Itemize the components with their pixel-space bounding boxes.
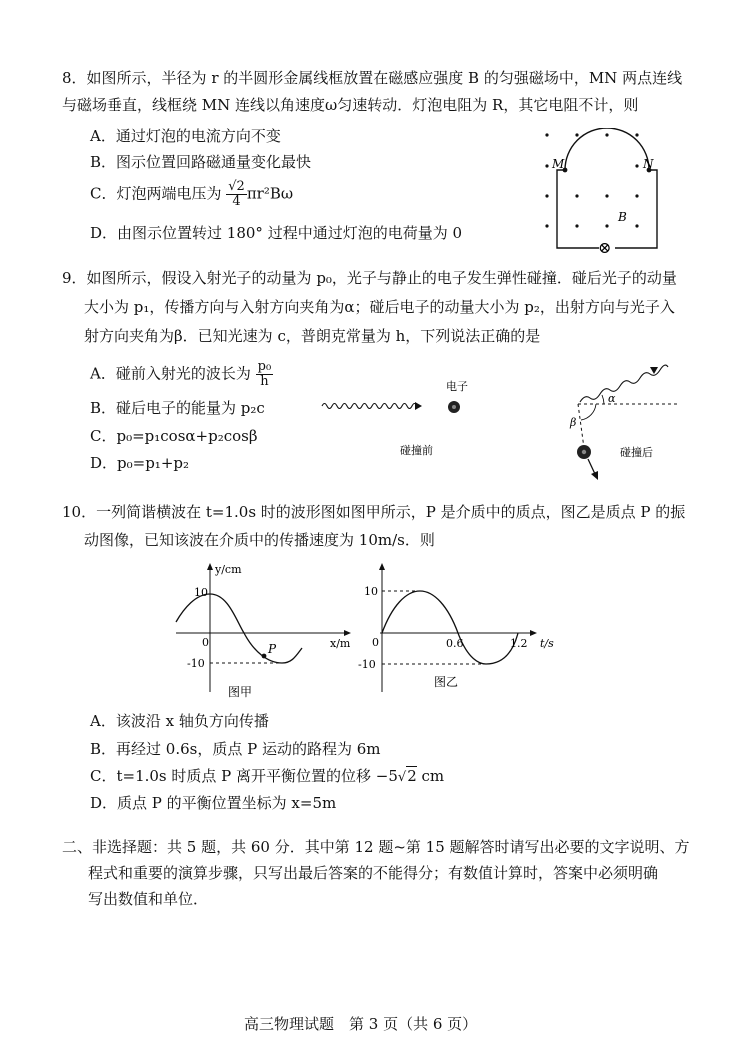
q10-option-b: B．再经过 0.6s，质点 P 运动的路程为 6m: [90, 740, 381, 758]
q10-option-c-suffix: cm: [416, 767, 445, 785]
q9-alpha-arc: [602, 395, 604, 404]
q8-option-b: B．图示位置回路磁通量变化最快: [90, 153, 312, 171]
q9-option-a-fraction: [256, 360, 274, 389]
q9-before-label: 碰撞前: [400, 444, 433, 457]
q8-option-c-frac-den: 4: [232, 194, 241, 209]
section2-line3: 写出数值和单位．: [88, 890, 209, 908]
q8-stem-line2: 与磁场垂直，线框绕 MN 连线以角速度ω匀速转动．灯泡电阻为 R，其它电阻不计，则: [62, 96, 639, 114]
q10-yi-wave-curve: [382, 591, 518, 664]
q9-option-a: [90, 360, 273, 389]
q10-option-a: A．该波沿 x 轴负方向传播: [90, 712, 269, 730]
q10-stem-line2: 动图像，已知该波在介质中的传播速度为 10m/s．则: [84, 531, 435, 549]
q9-after-label: 碰撞后: [620, 446, 653, 459]
q9-electron-label: 电子: [446, 380, 468, 393]
q9-option-a-frac-num: p₀: [257, 359, 272, 374]
q9-stem-line3: 射方向夹角为β．已知光速为 c，普朗克常量为 h，下列说法正确的是: [84, 327, 541, 345]
section2-line2: 程式和重要的演算步骤，只写出最后答案的不能得分；有数值计算时，答案中必须明确: [88, 864, 659, 882]
q9-option-c: C．p₀=p₁cosα+p₂cosβ: [90, 427, 258, 445]
q9-incident-photon-wave: [322, 404, 417, 409]
q10-jia-y-arrow-icon: [207, 563, 213, 570]
q8-lamp-icon: ⊗: [598, 238, 612, 257]
q10-jia-caption: 图甲: [228, 685, 253, 699]
q10-jia-tick-neg10: -10: [187, 657, 205, 670]
q10-option-c-sqrt: 2: [407, 767, 417, 785]
q9-electron-velocity-line: [588, 459, 595, 474]
q10-stem-text-1: 一列简谐横波在 t=1.0s 时的波形图如图甲所示，P 是介质中的质点，图乙是质点 P 的振: [96, 503, 686, 521]
q9-stem-text-1: 如图所示，假设入射光子的动量为 p₀，光子与静止的电子发生弹性碰撞．碰后光子的动量: [86, 269, 677, 287]
q10-yi-tick-12: 1.2: [510, 637, 528, 650]
q10-yi-tick-neg10: -10: [358, 658, 376, 671]
section2-line1: 二、非选择题：共 5 题，共 60 分．其中第 12 题~第 15 题解答时请写出必要的文字说明、方: [62, 838, 690, 856]
q9-beta-arc: [581, 404, 596, 420]
q10-jia-x-label: x/m: [330, 637, 351, 650]
q9-stem-line2: 大小为 p₁，传播方向与入射方向夹角为α；碰后电子的动量大小为 p₂，出射方向与光子入: [84, 298, 675, 316]
q10-jia-y-label: y/cm: [215, 563, 242, 576]
q8-label-m: M: [552, 157, 565, 171]
q10-yi-tick-06: 0.6: [446, 637, 464, 650]
q10-option-d: D．质点 P 的平衡位置坐标为 x=5m: [90, 794, 337, 812]
q8-number: 8．: [62, 69, 87, 87]
q10-yi-x-label: t/s: [540, 637, 554, 650]
q8-option-c-prefix: C．灯泡两端电压为: [90, 184, 222, 203]
q10-figure-yi: [350, 560, 565, 700]
q9-number: 9．: [62, 269, 87, 287]
q10-yi-origin: 0: [372, 636, 379, 649]
q9-option-b: B．碰后电子的能量为 p₂c: [90, 399, 265, 417]
q9-electron-path-line: [578, 404, 584, 448]
q10-stem-line1: [62, 502, 685, 522]
q8-option-c: [90, 180, 293, 209]
q8-stem-text-1: 如图所示，半径为 r 的半圆形金属线框放置在磁感应强度 B 的匀强磁场中，MN 两点连线: [86, 69, 683, 87]
q10-jia-point-label: P: [268, 642, 277, 656]
q8-option-a: A．通过灯泡的电流方向不变: [90, 127, 281, 145]
q8-option-c-frac-num: √2: [228, 179, 245, 194]
q10-option-c-prefix: C．t=1.0s 时质点 P 离开平衡位置的位移 −5: [90, 767, 398, 785]
q9-alpha-label: α: [608, 392, 616, 405]
q8-option-d: D．由图示位置转过 180° 过程中通过灯泡的电荷量为 0: [90, 224, 463, 242]
q9-scattered-arrow-icon: [650, 367, 658, 374]
q10-number: 10．: [62, 503, 97, 521]
q9-beta-label: β: [570, 416, 577, 429]
q10-figure-jia: [170, 560, 360, 700]
q8-option-c-suffix: πr²Bω: [246, 184, 294, 203]
q10-yi-y-arrow-icon: [379, 563, 385, 570]
q9-stem-line1: [62, 268, 677, 288]
q9-option-d: D．p₀=p₁+p₂: [90, 454, 190, 472]
q8-label-n: N: [643, 157, 654, 171]
q8-figure: [535, 128, 665, 263]
q8-label-b: B: [618, 210, 627, 224]
q10-yi-tick-10: 10: [364, 585, 378, 598]
q9-figure-before: [318, 370, 488, 460]
q8-stem-line1: [62, 68, 682, 88]
q9-option-a-prefix: A．碰前入射光的波长为: [90, 364, 251, 383]
q10-jia-point-p: [262, 654, 267, 659]
page-footer: 高三物理试题 第 3 页（共 6 页）: [244, 1015, 478, 1033]
q10-jia-origin: 0: [202, 636, 209, 649]
q9-figure-after: [540, 348, 690, 488]
q9-incident-arrow-icon: [415, 402, 422, 410]
q10-yi-caption: 图乙: [434, 675, 459, 689]
q8-option-c-fraction: [226, 180, 247, 209]
q10-yi-x-arrow-icon: [530, 630, 537, 636]
q10-option-c: C．t=1.0s 时质点 P 离开平衡位置的位移 −5√2 cm: [90, 767, 445, 785]
q10-jia-wave-curve: [176, 594, 302, 663]
q9-option-a-frac-den: h: [260, 374, 269, 389]
q10-jia-tick-10: 10: [194, 586, 208, 599]
q8-circuit-wire: [557, 170, 657, 248]
